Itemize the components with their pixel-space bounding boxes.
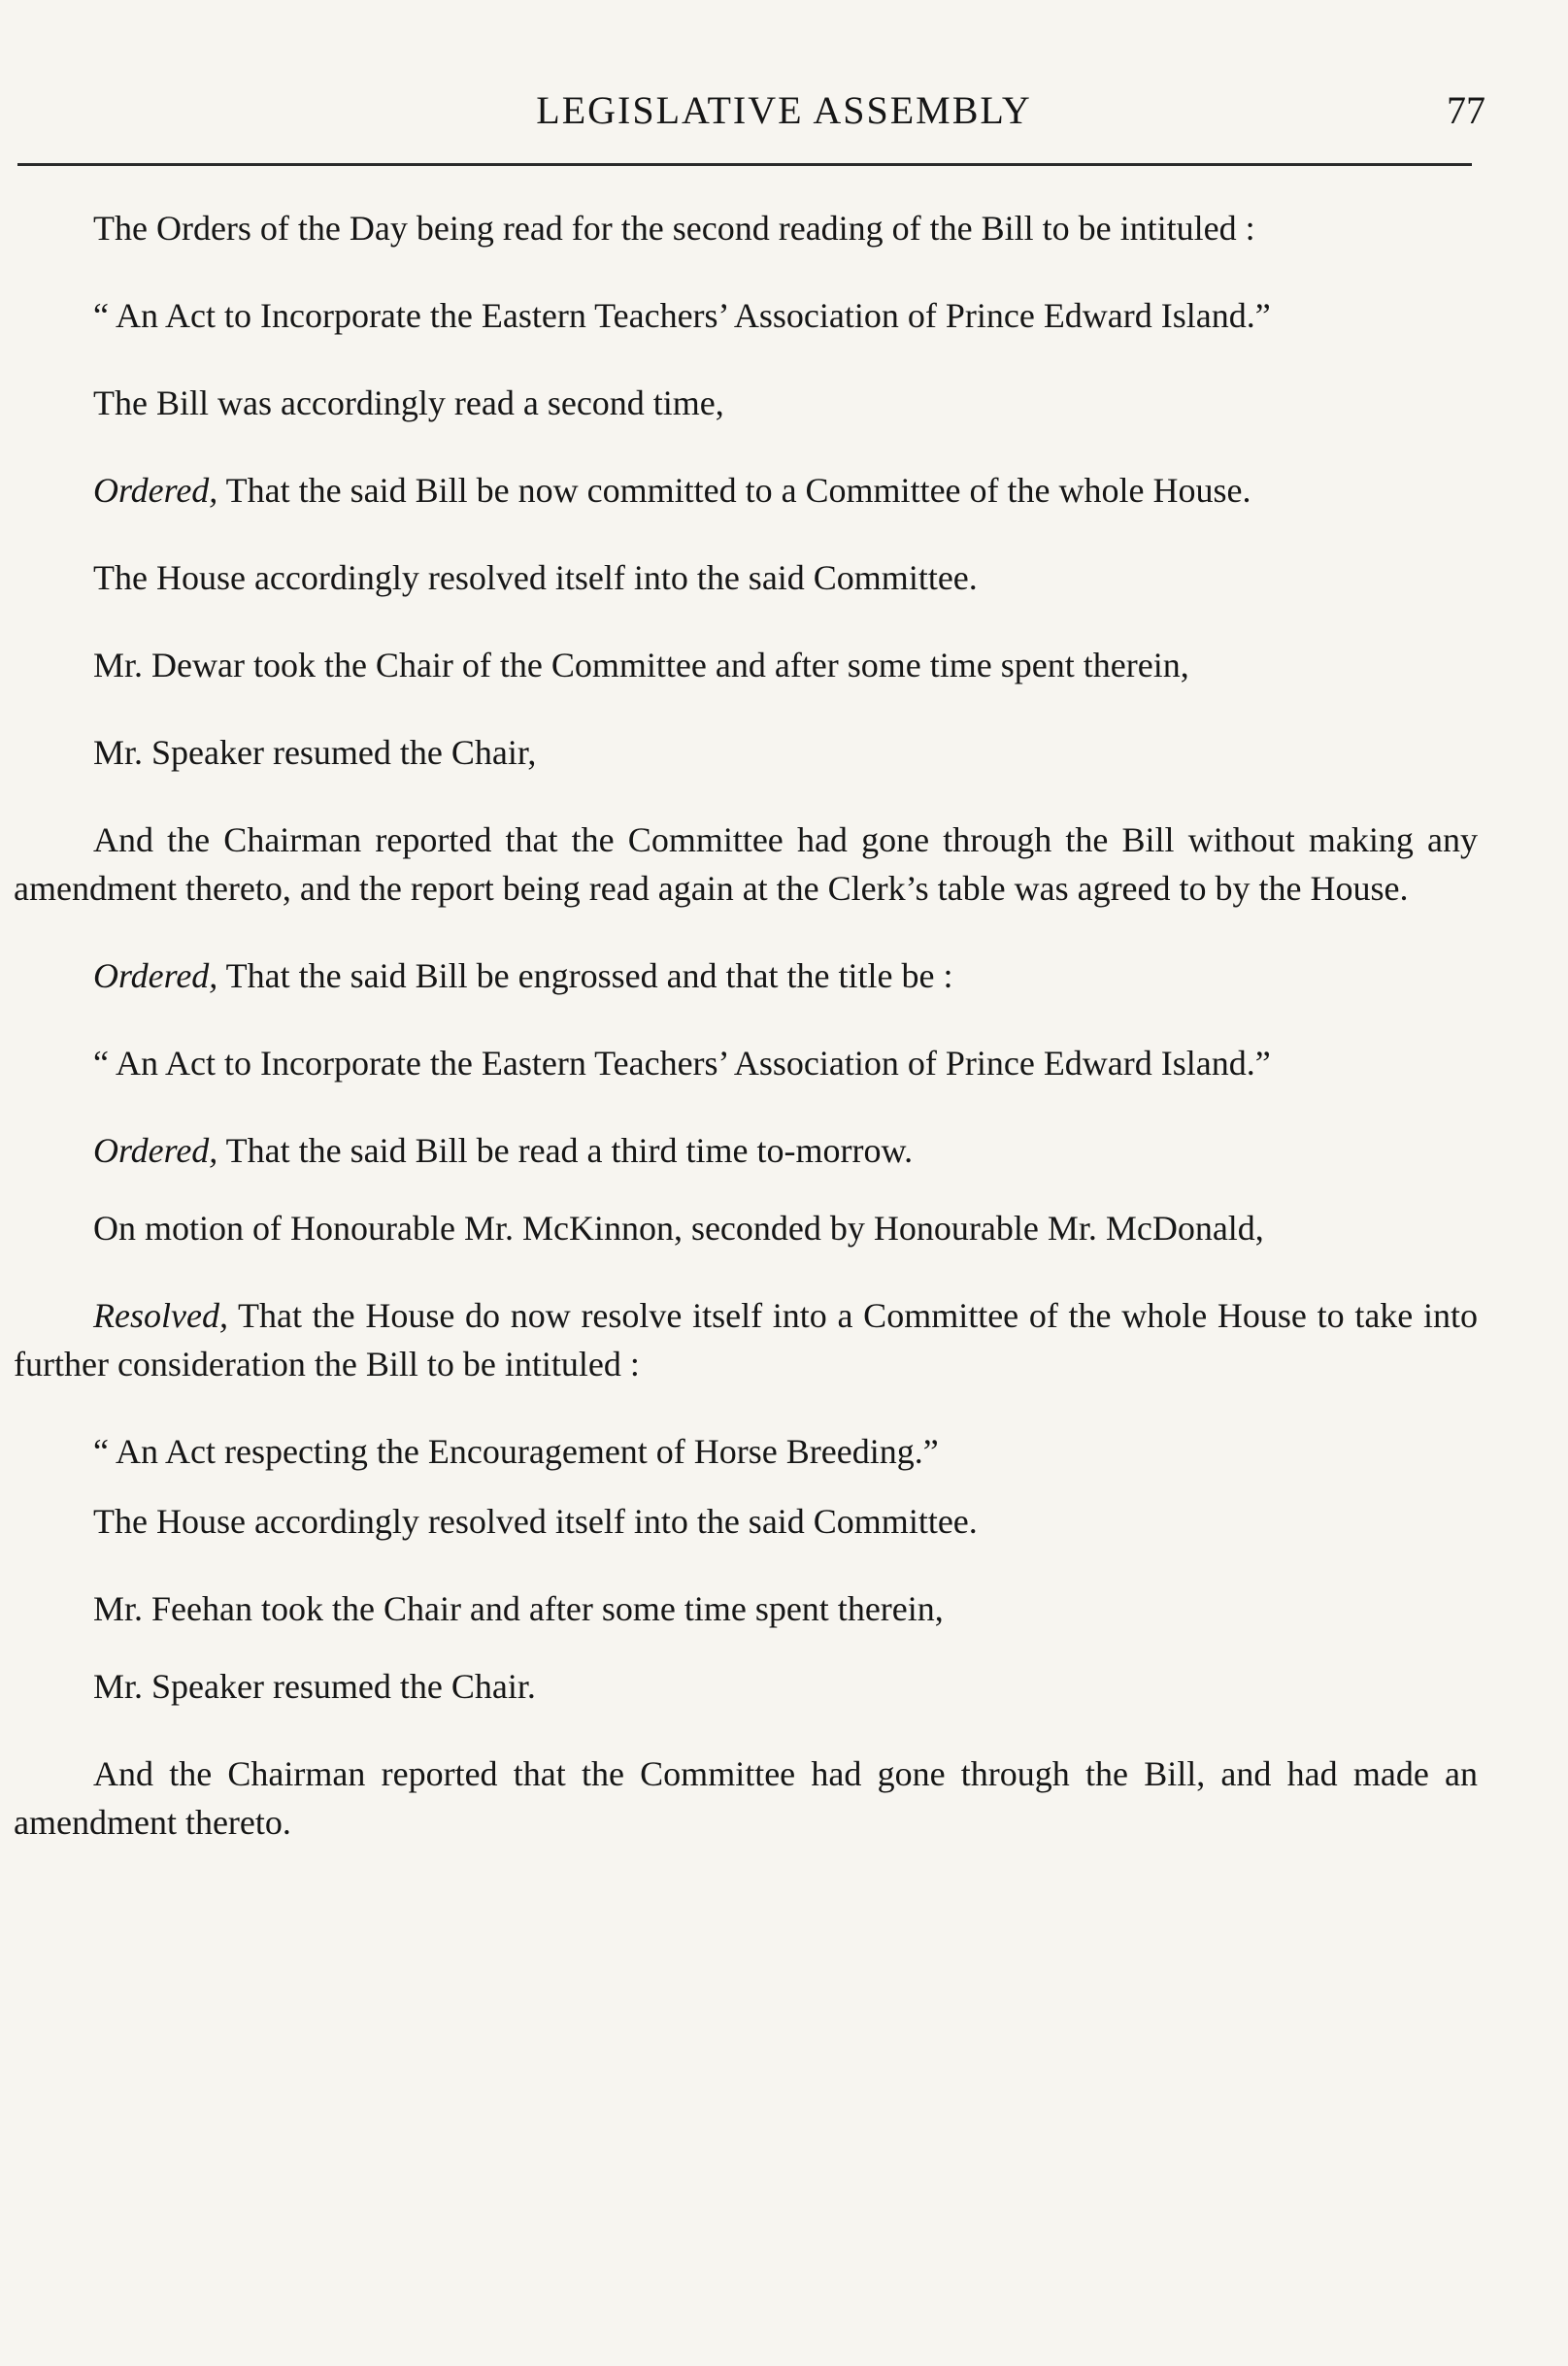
paragraph	[14, 641, 1478, 689]
paragraph	[14, 816, 1478, 913]
paragraph-text: That the said Bill be engrossed and that the title be :	[217, 956, 953, 995]
running-title: LEGISLATIVE ASSEMBLY	[536, 88, 1032, 132]
paragraph-lead: Ordered,	[93, 471, 218, 510]
paragraph	[14, 379, 1478, 427]
paragraph	[14, 1427, 1478, 1476]
body-text	[14, 204, 1478, 1847]
paragraph-text: “ An Act respecting the Encouragement of Horse Breeding.”	[93, 1432, 939, 1471]
paragraph-text: Mr. Dewar took the Chair of the Committee and after some time spent therein,	[93, 646, 1189, 684]
paragraph-text: The Bill was accordingly read a second time,	[93, 383, 724, 422]
paragraph-text: That the House do now resolve itself into a Committee of the whole House to take into further consideration the Bill to be intituled :	[14, 1296, 1478, 1383]
paragraph-text: That the said Bill be now committed to a Committee of the whole House.	[217, 471, 1251, 510]
paragraph-text: “ An Act to Incorporate the Eastern Teachers’ Association of Prince Edward Island.”	[93, 1044, 1271, 1083]
paragraph-lead: Ordered,	[93, 1131, 218, 1170]
paragraph	[14, 204, 1478, 252]
paragraph-text: Mr. Feehan took the Chair and after some time spent therein,	[93, 1589, 944, 1628]
paragraph-text: And the Chairman reported that the Committee had gone through the Bill, and had made an amendment thereto.	[14, 1754, 1478, 1842]
paragraph	[14, 1497, 1478, 1546]
paragraph-lead: Ordered,	[93, 956, 218, 995]
paragraph-text: The House accordingly resolved itself into the said Committee.	[93, 558, 978, 597]
paragraph	[14, 1039, 1478, 1087]
paragraph-text: That the said Bill be read a third time to-morrow.	[217, 1131, 914, 1170]
paragraph	[14, 1584, 1478, 1633]
page-header	[0, 83, 1568, 138]
paragraph-text: And the Chairman reported that the Committee had gone through the Bill without making any amendment thereto, and the report being read again at the Clerk’s table was agreed to by the House.	[14, 820, 1478, 908]
paragraph	[14, 728, 1478, 777]
paragraph	[14, 1291, 1478, 1388]
paragraph	[14, 1750, 1478, 1847]
paragraph-lead: Resolved,	[93, 1296, 228, 1335]
paragraph	[14, 1126, 1478, 1175]
paragraph-text: The House accordingly resolved itself into the said Committee.	[93, 1502, 978, 1541]
page-number: 77	[1447, 88, 1485, 132]
paragraph	[14, 1662, 1478, 1711]
paragraph-text: The Orders of the Day being read for the second reading of the Bill to be intituled :	[93, 209, 1255, 248]
paragraph	[14, 1204, 1478, 1252]
paragraph	[14, 291, 1478, 340]
paragraph-text: Mr. Speaker resumed the Chair,	[93, 733, 537, 772]
paragraph	[14, 553, 1478, 602]
paragraph-text: On motion of Honourable Mr. McKinnon, seconded by Honourable Mr. McDonald,	[93, 1209, 1264, 1248]
paragraph-text: Mr. Speaker resumed the Chair.	[93, 1667, 536, 1706]
header-rule	[17, 163, 1472, 166]
paragraph	[14, 951, 1478, 1000]
paragraph	[14, 466, 1478, 515]
paragraph-text: “ An Act to Incorporate the Eastern Teachers’ Association of Prince Edward Island.”	[93, 296, 1271, 335]
